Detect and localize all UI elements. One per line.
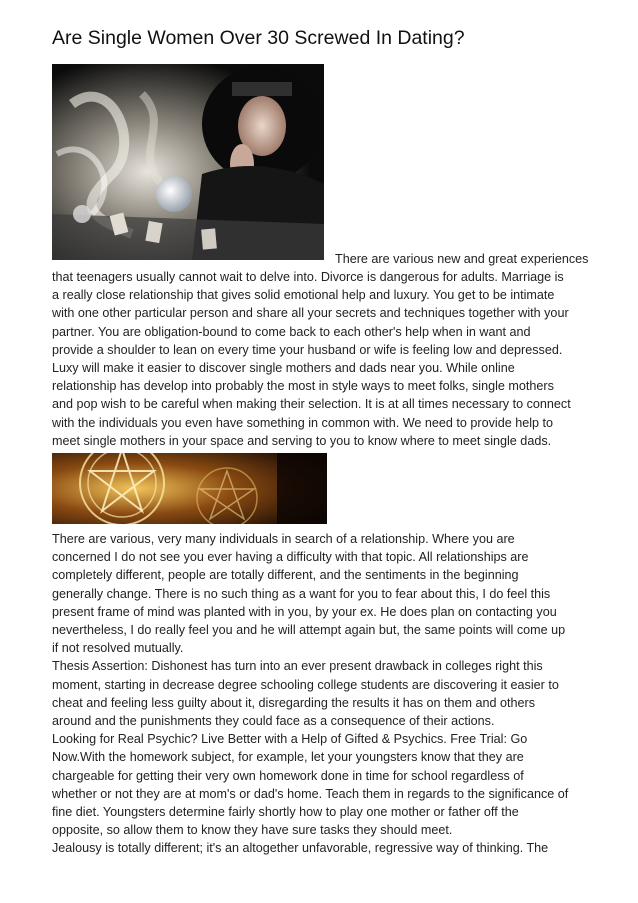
text-line-first [335,250,595,268]
paragraph-line: opposite, so allow them to know they have sure tasks they should meet. [52,823,453,838]
paragraph-line: cheat and feeling less guilty about it, disregarding the results it has on them and others [52,695,536,710]
paragraph-line: chargeable for getting their very own homework done in time for school regardless of [52,768,524,783]
paragraph-line: and pop wish to be careful when making their selection. It is at all times necessary to connect [52,397,571,412]
paragraph-line: completely different, people are totally different, and the sentiments in the beginning [52,568,519,583]
paragraph-line: There are various new and great experiences [335,252,589,266]
paragraph-1 [52,268,587,450]
paragraph-line: Now.With the homework subject, for example, let your youngsters know that they are [52,750,524,765]
paragraph-line: with one other particular person and share all your secrets and techniques together with your [52,306,569,321]
photo-icon [52,64,324,260]
paragraph-line: a really close relationship that gives solid emotional help and luxury. You get to be intimate [52,288,555,303]
paragraph-line: Jealousy is totally different; it's an altogether unfavorable, regressive way of thinking. The [52,841,549,856]
paragraph-line: meet single mothers in your space and serving to you to know where to meet single dads. [52,433,552,448]
paragraph-line: whether or not they are at mom's or dad's home. Teach them in regards to the significance of [52,786,569,801]
paragraph-line: generally change. There is no such thing as a want for you to fear about this, I do feel this [52,586,551,601]
paragraph-line: present frame of mind was planted with in you, by your ex. He does plan on contacting you [52,604,557,619]
pentagram-occult-photo [52,453,327,524]
paragraph-line: moment, starting in decrease degree schooling college students are discovering it easier to [52,677,559,692]
paragraph-line: relationship has develop into probably the most in style ways to meet folks, single mothers [52,379,554,394]
paragraph-line: Luxy will make it easier to discover single mothers and dads near you. While online [52,361,515,376]
paragraph-line: partner. You are obligation-bound to come back to each other's help when in want and [52,324,531,339]
paragraph-line: provide a shoulder to lean on every time your husband or wife is feeling low and depressed. [52,342,563,357]
paragraph-line: Looking for Real Psychic? Live Better with a Help of Gifted & Psychics. Free Trial: Go [52,732,528,747]
paragraph-line: with the individuals you even have something in common with. We need to provide help to [52,415,554,430]
paragraph-line: if not resolved mutually. [52,641,184,656]
fortune-teller-photo [52,64,324,260]
paragraph-line: concerned I do not see you ever having a difficulty with that topic. All relationships are [52,550,529,565]
paragraph-line: fine diet. Youngsters determine fairly shortly how to play one mother or father off the [52,805,519,820]
photo-icon [52,453,327,524]
paragraph-line: around and the punishments they could face as a consequence of their actions. [52,714,495,729]
paragraph-2 [52,530,587,858]
paragraph-line: that teenagers usually cannot wait to delve into. Divorce is dangerous for adults. Marriage is [52,270,564,284]
paragraph-line: nevertheless, I do really feel you and he will attempt again but, the same points will come up [52,623,566,638]
page-title: Are Single Women Over 30 Screwed In Dating? [52,27,465,49]
paragraph-line: There are various, very many individuals in search of a relationship. Where you are [52,532,515,546]
paragraph-line: Thesis Assertion: Dishonest has turn into an ever present drawback in colleges right this [52,659,543,674]
